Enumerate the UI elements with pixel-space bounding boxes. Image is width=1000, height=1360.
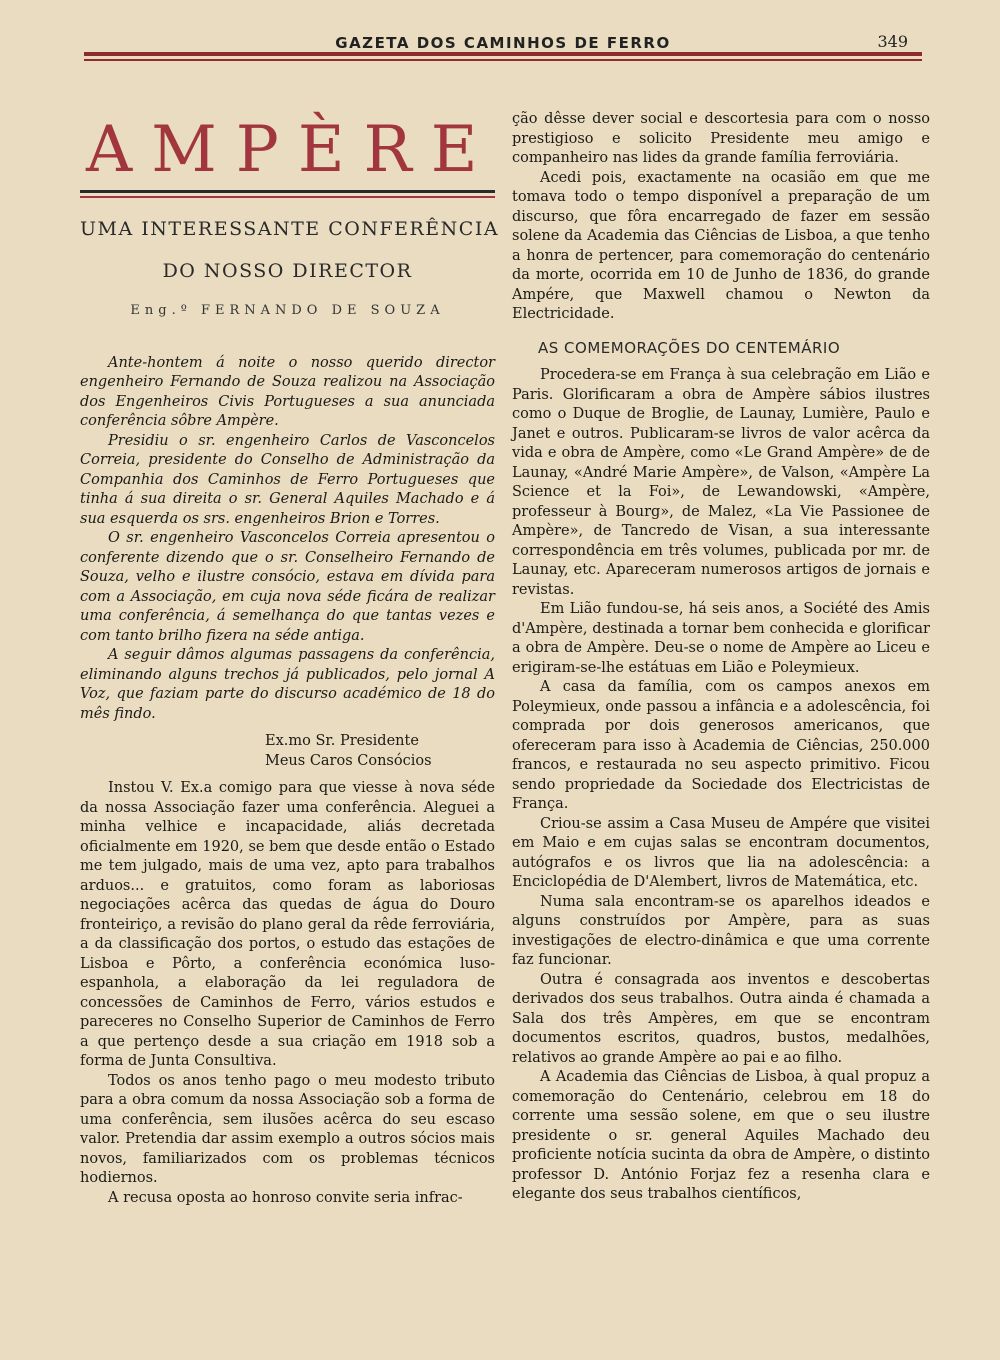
page-header	[84, 30, 922, 66]
salutation-line: Ex.mo Sr. Presidente	[265, 733, 419, 749]
journal-title: GAZETA DOS CAMINHOS DE FERRO	[335, 34, 671, 52]
intro-paragraph: Ante-hontem á noite o nosso querido director engenheiro Fernando de Souza realizou na Associação dos Engenheiros Civis Portugueses a sua anunciada conferência sôbre Ampère.	[80, 354, 495, 429]
intro-paragraph: O sr. engenheiro Vasconcelos Correia apresentou o conferente dizendo que o sr. Conselheiro Fernando de Souza, velho e ilustre consócio, estava em dívida para com a Associação, em cuja nova séde ficára de realizar uma conferência, á semelhança do que tantas vezes e com tanto brilho fizera na séde antiga.	[80, 530, 495, 644]
speech-paragraph: ção dêsse dever social e descortesia para com o nosso prestigioso e solicito Presidente meu amigo e companheiro nas lides da grande família ferroviária.	[512, 111, 930, 166]
speech-left	[80, 779, 495, 1208]
title-rule-red	[80, 196, 495, 198]
right-column	[512, 110, 930, 1205]
title-rule-dark	[80, 190, 495, 193]
section-paragraph: Procedera-se em França à sua celebração em Lião e Paris. Glorificaram a obra de Ampère sábios ilustres como o Duque de Broglie, de Launay, Lumière, Paulo e Janet e outros. Publicaram-se livros de valor acêrca da vida e obra de Ampère, como «Le Grand Ampère» de de Launay, «André Marie Ampère», de Valson, «Ampère La Science et la Foi», de Lewandowski, «Ampère, professeur à Bourg», de Malez, «La Vie Passionee de Ampère», de Tancredo de Visan, a sua interessante correspondência em três volumes, publicada por mr. de Launay, etc. Apareceram numerosos artigos de jornais e revistas.	[512, 367, 930, 598]
article-author: Eng.º FERNANDO DE SOUZA	[130, 303, 445, 318]
speech-paragraph: Todos os anos tenho pago o meu modesto tributo para a obra comum da nossa Associação sob a forma de uma conferência, sem ilusões acêrca do seu escaso valor. Pretendia dar assim exemplo a outros sócios mais novos, familiarizados com os problemas técnicos hodiernos.	[80, 1072, 495, 1186]
page-number: 349	[877, 32, 908, 51]
section-paragraph: A Academia das Ciências de Lisboa, à qual propuz a comemoração do Centenário, celebrou em 18 do corrente uma sessão solene, em que o seu ilustre presidente o sr. general Aquiles Machado deu proficiente notícia sucinta da obra de Ampère, o distinto professor D. António Forjaz fez a resenha clara e elegante dos seus trabalhos científicos,	[512, 1069, 930, 1202]
speech-paragraph: Acedi pois, exactamente na ocasião em que me tomava todo o tempo disponível a preparação de um discurso, que fôra encarregado de fazer em sessão solene da Academia das Ciências de Lisboa, a que tenho a honra de pertencer, para comemoração do centenário da morte, ocorrida em 10 de Junho de 1836, do grande Ampére, que Maxwell chamou o Newton da Electricidade.	[512, 169, 930, 322]
section-paragraph: Numa sala encontram-se os aparelhos ideados e alguns construídos por Ampère, para as suas investigações de electro-dinâmica e que uma corrente faz funcionar.	[512, 893, 930, 968]
section-paragraph: Outra é consagrada aos inventos e descobertas derivados dos seus trabalhos. Outra ainda é chamada a Sala dos três Ampères, em que se encontram documentos escritos, quadros, bustos, medalhões, relativos ao grande Ampère ao pai e ao filho.	[512, 971, 930, 1066]
header-rule-thin	[84, 59, 922, 61]
header-rule-thick	[84, 52, 922, 56]
salutation	[80, 732, 495, 771]
left-column	[80, 110, 500, 1208]
salutation-line: Meus Caros Consócios	[265, 752, 432, 769]
speech-paragraph: A recusa oposta ao honroso convite seria infrac-	[108, 1189, 463, 1206]
section-paragraph: A casa da família, com os campos anexos em Poleymieux, onde passou a infância e a adolescência, foi comprada por dois generosos americanos, que ofereceram para isso à Academia de Ciências, 250.000 francos, e restaurada no seu aspecto primitivo. Ficou sendo propriedade da Sociedade dos Electricistas de França.	[512, 679, 930, 812]
section-heading: AS COMEMORAÇÕES DO CENTEMÁRIO	[538, 338, 841, 357]
speech-paragraph: Instou V. Ex.a comigo para que viesse à nova séde da nossa Associação fazer uma conferência. Aleguei a minha velhice e incapacidade, aliás decretada oficialmente em 1920, se bem que desde então o Estado me tem julgado, mais de uma vez, apto para trabalhos arduos... e gratuitos, como foram as laboriosas negociações acêrca das quedas de água do Douro fronteiriço, a revisão do plano geral da rêde ferroviária, a da classificação dos portos, o estudo das estações de Lisboa e Pôrto, a conferência económica luso-espanhola, a elaboração da lei reguladora de concessões de Caminhos de Ferro, vários estudos e pareceres no Conselho Superior de Caminhos de Ferro a que pertenço desde a sua criação em 1918 sob a forma de Junta Consultiva.	[80, 780, 495, 1069]
article-intro	[80, 354, 495, 725]
article-title: AMPÈRE	[86, 113, 497, 187]
section-paragraph: Em Lião fundou-se, há seis anos, a Société des Amis d'Ampère, destinada a tornar bem conhecida e glorificar a obra de Ampère. Deu-se o nome de Ampère ao Liceu e erigiram-se-lhe estátuas em Lião e Poleymieux.	[512, 601, 930, 676]
section-paragraph: Criou-se assim a Casa Museu de Ampére que visitei em Maio e em cujas salas se encontram documentos, autógrafos e os livros que lia na adolescência: a Enciclopédia de D'Alembert, livros de Matemática, etc.	[512, 815, 930, 890]
intro-paragraph: A seguir dâmos algumas passagens da conferência, eliminando alguns trechos já publicados, pelo jornal A Voz, que faziam parte do discurso académico de 18 do mês findo.	[80, 647, 495, 722]
intro-paragraph: Presidiu o sr. engenheiro Carlos de Vasconcelos Correia, presidente do Conselho de Administração da Companhia dos Caminhos de Ferro Portugueses que tinha á sua direita o sr. General Aquiles Machado e á sua esquerda os srs. engenheiros Brion e Torres.	[80, 432, 495, 527]
article-subtitle-1: UMA INTERESSANTE CONFERÊNCIA	[80, 218, 500, 240]
article-subtitle-2: DO NOSSO DIRECTOR	[162, 259, 413, 282]
